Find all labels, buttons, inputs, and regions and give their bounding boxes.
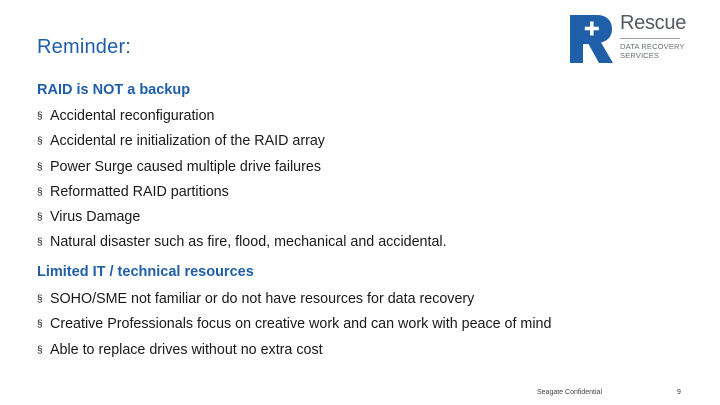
- list-item: [37, 312, 551, 337]
- bullet-marker: §: [37, 186, 43, 198]
- bullet-marker: §: [37, 161, 43, 173]
- list-item-text: Able to replace drives without no extra cost: [50, 341, 323, 358]
- list-item-text: Natural disaster such as fire, flood, mechanical and accidental.: [50, 234, 447, 251]
- bullet-marker: §: [37, 319, 43, 331]
- bullet-marker: §: [37, 136, 43, 148]
- logo-tagline-line1: DATA RECOVERY: [620, 42, 685, 51]
- list-item: [37, 180, 447, 205]
- bullet-list-it-resources: [37, 287, 551, 363]
- bullet-marker: §: [37, 212, 43, 224]
- list-item: [37, 155, 447, 180]
- section-heading-it-resources: Limited IT / technical resources: [37, 264, 254, 280]
- slide-title: Reminder:: [37, 36, 132, 58]
- list-item-text: Virus Damage: [50, 209, 141, 226]
- list-item: [37, 104, 447, 129]
- list-item-text: Reformatted RAID partitions: [50, 183, 229, 200]
- bullet-list-raid: [37, 104, 447, 256]
- bullet-marker: §: [37, 344, 43, 356]
- section-heading-raid: RAID is NOT a backup: [37, 82, 191, 98]
- list-item-text: Accidental reconfiguration: [50, 108, 215, 124]
- list-item: [37, 338, 551, 363]
- logo-tagline-line2: SERVICES: [620, 51, 660, 60]
- list-item-text: Accidental re initialization of the RAID array: [50, 133, 325, 150]
- logo-divider: [620, 38, 680, 39]
- bullet-marker: §: [37, 111, 43, 122]
- plus-r-logo-icon: [568, 13, 614, 65]
- logo-wordmark: Rescue: [620, 12, 687, 34]
- bullet-marker: §: [37, 294, 43, 305]
- list-item: [37, 287, 551, 312]
- list-item: [37, 230, 447, 255]
- list-item-text: Power Surge caused multiple drive failures: [50, 158, 321, 175]
- list-item: [37, 129, 447, 154]
- bullet-marker: §: [37, 237, 43, 249]
- list-item-text: SOHO/SME not familiar or do not have resources for data recovery: [50, 291, 475, 307]
- list-item-text: Creative Professionals focus on creative work and can work with peace of mind: [50, 316, 552, 333]
- rescue-logo: [568, 13, 698, 65]
- footer-confidential: Seagate Confidential: [537, 389, 602, 396]
- list-item: [37, 205, 447, 230]
- page-number: 9: [677, 389, 681, 396]
